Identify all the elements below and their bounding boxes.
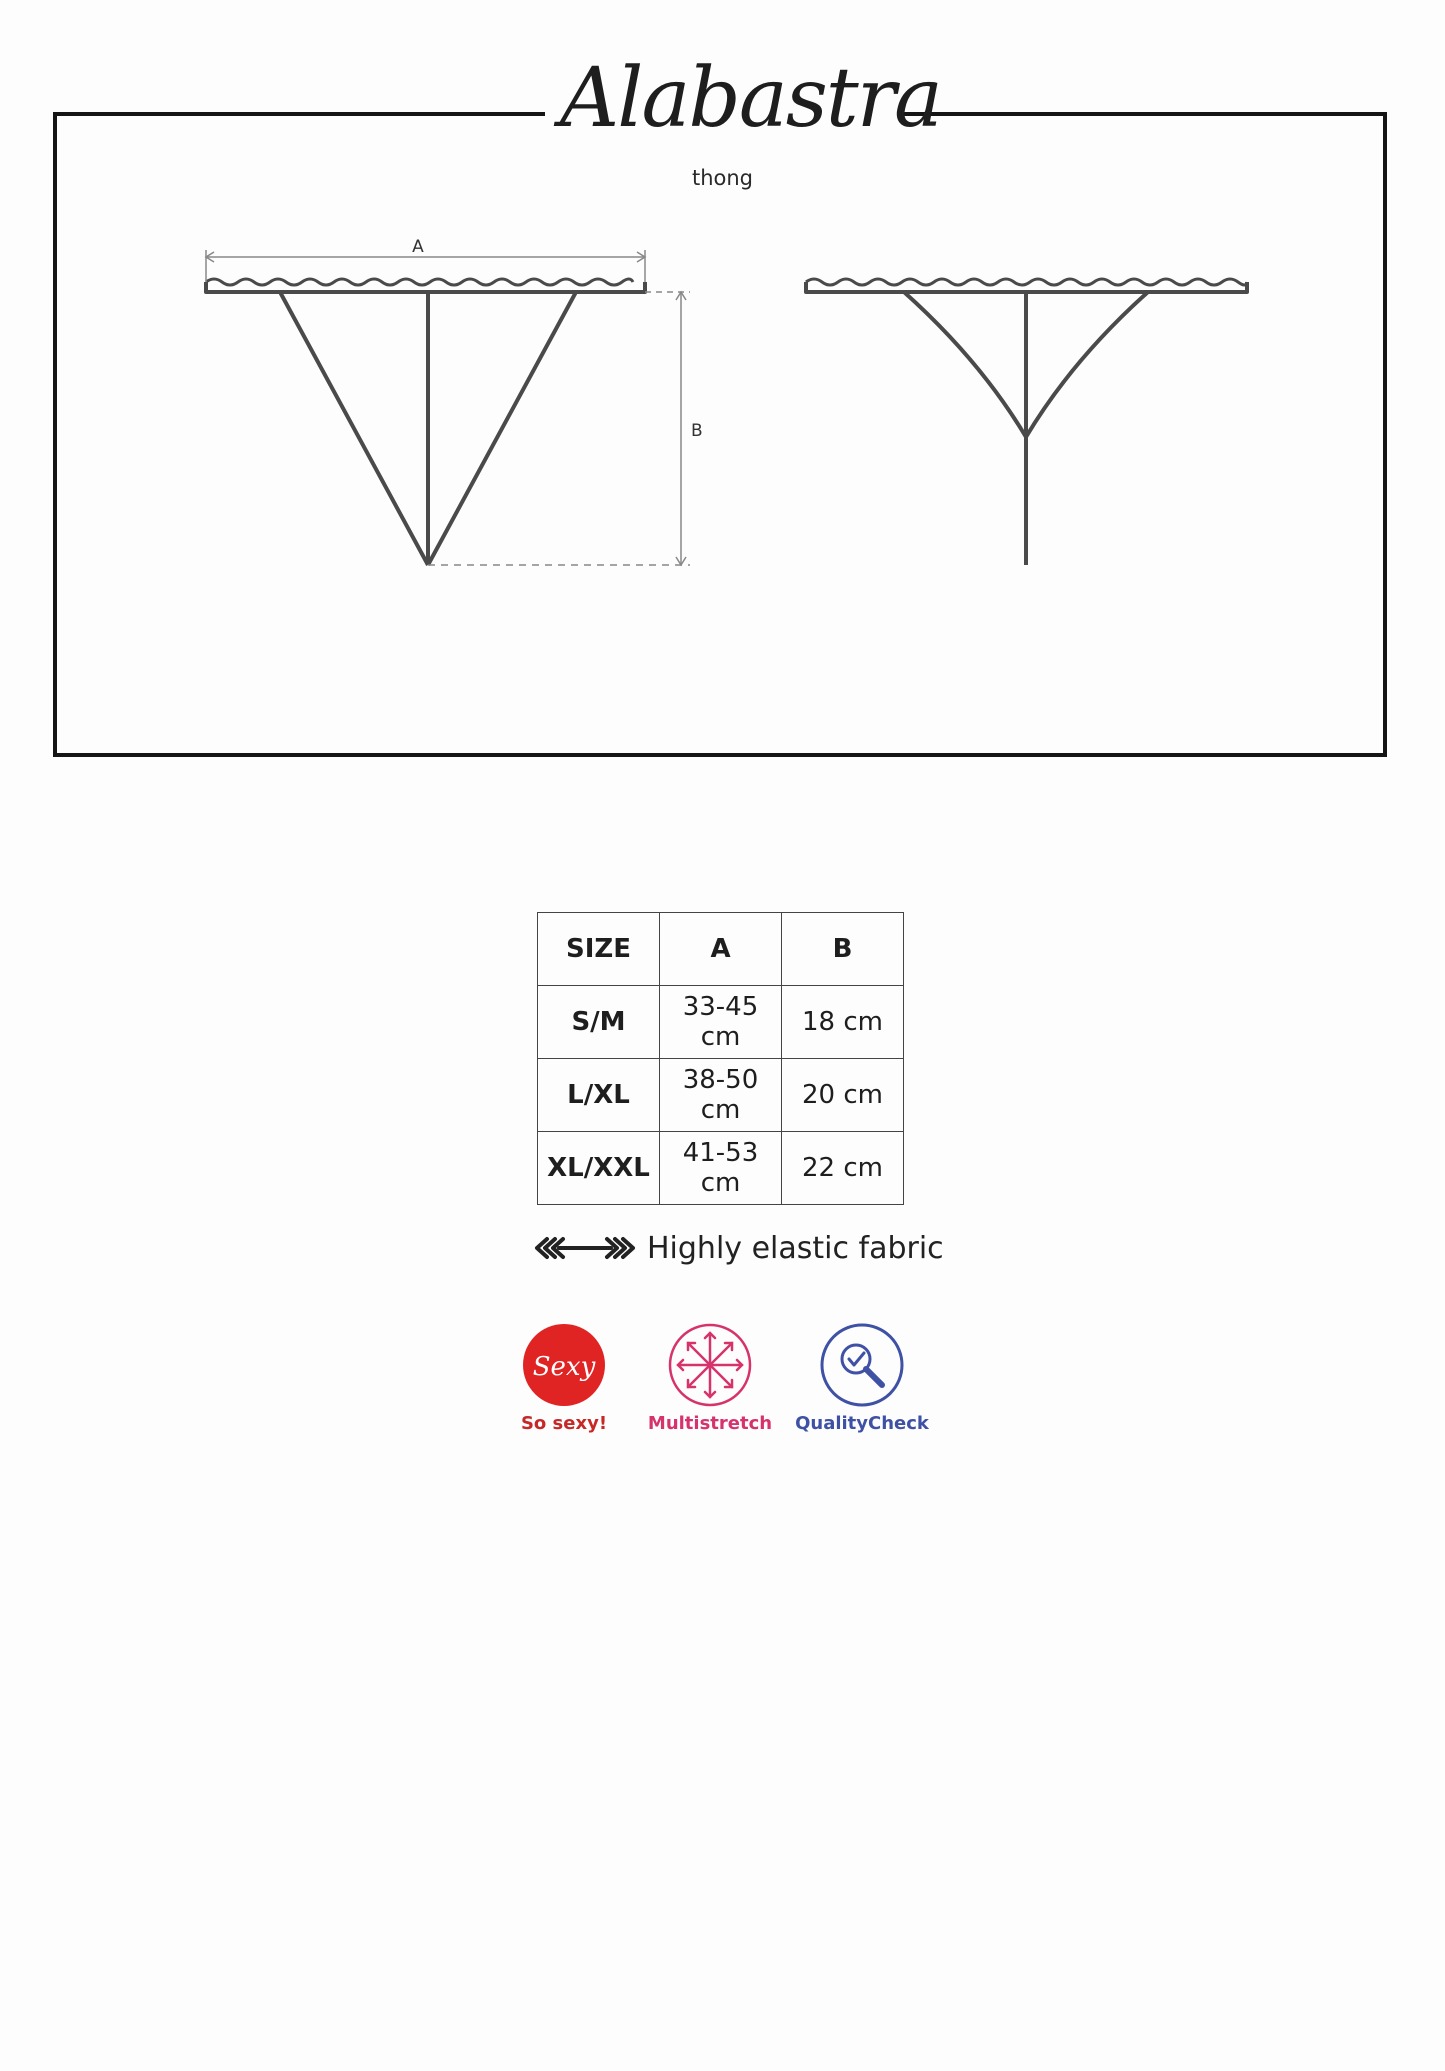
dimension-a-label: A [412, 237, 424, 257]
back-view [806, 279, 1247, 565]
badge-label: So sexy! [520, 1413, 608, 1434]
svg-text:Sexy: Sexy [532, 1352, 596, 1382]
front-view [206, 279, 645, 565]
dimension-b-marker [428, 292, 690, 565]
size-table [537, 912, 904, 1205]
front-left-strap [280, 292, 428, 565]
multistretch-icon [668, 1323, 752, 1407]
quality-check-icon [820, 1323, 904, 1407]
badge-sexy [505, 1323, 623, 1434]
dimension-a-marker [206, 250, 645, 282]
thong-diagram [0, 0, 1445, 760]
badge-label: QualityCheck [795, 1413, 929, 1434]
dimension-b-label: B [691, 421, 703, 441]
brand-logo: Alabastra [560, 51, 941, 146]
header-a: A [660, 913, 782, 986]
product-type: thong [691, 166, 754, 190]
a-cell: 33-45 cm [660, 986, 782, 1059]
table-row [538, 1059, 904, 1132]
badge-multistretch [640, 1323, 780, 1434]
badge-quality-check [792, 1323, 932, 1434]
elastic-note [533, 1228, 944, 1268]
a-cell: 41-53 cm [660, 1132, 782, 1205]
b-cell: 20 cm [782, 1059, 904, 1132]
sexy-icon [522, 1323, 606, 1407]
double-arrow-stretch-icon [533, 1233, 637, 1263]
badge-label: Multistretch [647, 1413, 773, 1434]
b-cell: 18 cm [782, 986, 904, 1059]
a-cell: 38-50 cm [660, 1059, 782, 1132]
size-cell: XL/XXL [538, 1132, 660, 1205]
elastic-text: Highly elastic fabric [647, 1230, 944, 1266]
size-cell: L/XL [538, 1059, 660, 1132]
size-cell: S/M [538, 986, 660, 1059]
b-cell: 22 cm [782, 1132, 904, 1205]
back-waistband-lace [806, 279, 1247, 285]
back-left-strap [904, 292, 1026, 437]
back-right-strap [1026, 292, 1148, 437]
table-row [538, 1132, 904, 1205]
table-row [538, 986, 904, 1059]
table-header-row [538, 913, 904, 986]
header-size: SIZE [538, 913, 660, 986]
header-b: B [782, 913, 904, 986]
front-right-strap [428, 292, 576, 565]
front-waistband-lace [206, 279, 633, 285]
